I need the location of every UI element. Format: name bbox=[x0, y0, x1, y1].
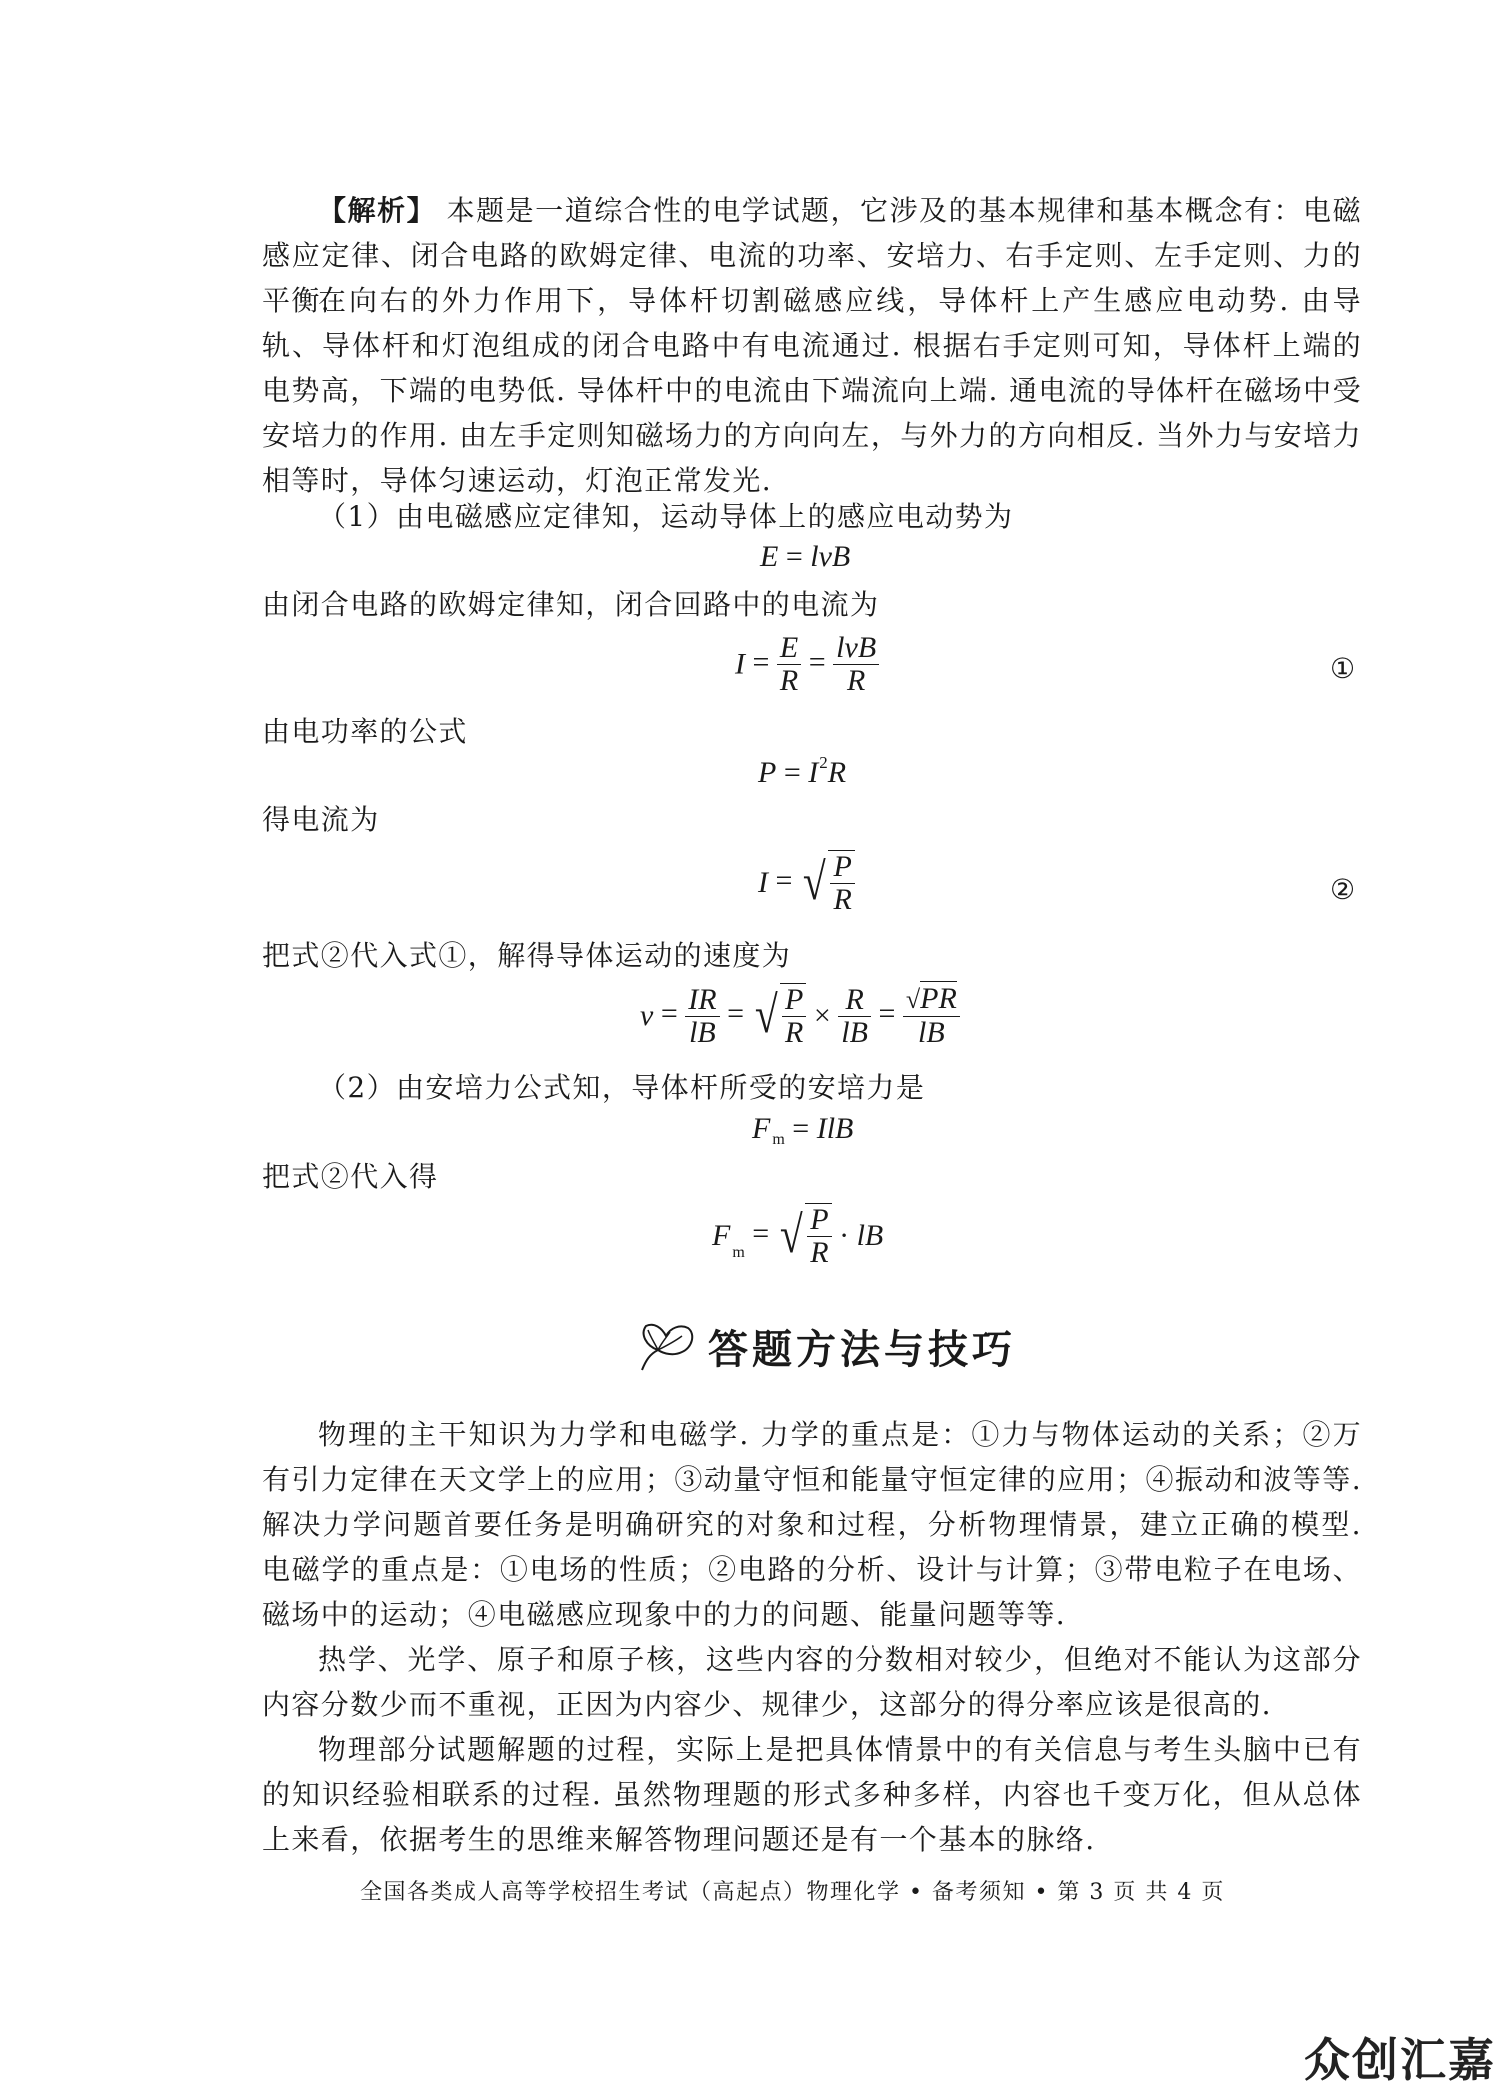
equation-ampere-force-sqrt: $F_m$ = √ $\frac{P}{R}$ · lB bbox=[712, 1203, 884, 1269]
section-paragraph-2: 热学、光学、原子和原子核，这些内容的分数相对较少，但绝对不能认为这部分内容分数少而不重视，正因为内容少、规律少，这部分的得分率应该是很高的. bbox=[262, 1643, 1362, 1721]
analysis-label: 【解析】 bbox=[318, 194, 437, 227]
section-paragraph-3: 物理部分试题解题的过程，实际上是把具体情景中的有关信息与考生头脑中已有的知识经验相联系的过程. 虽然物理题的形式多种多样，内容也千变万化，但从总体上来看，依据考生的思维来解答物理问题还是有一个基本的脉络. bbox=[262, 1733, 1362, 1856]
equation-marker-1: ① bbox=[1330, 652, 1356, 685]
page-footer: 全国各类成人高等学校招生考试（高起点）物理化学 • 备考须知 • 第 3 页 共 4 页 bbox=[360, 1880, 1225, 1905]
step-5-text: 把式②代入式①，解得导体运动的速度为 bbox=[262, 939, 792, 972]
step-3-text: 由电功率的公式 bbox=[262, 715, 468, 748]
watermark-logo: 众创汇嘉 bbox=[1304, 2033, 1496, 2087]
equation-current: I = $\frac{E}{R}$ = $\frac{\text{lvB}}{R}$ bbox=[735, 632, 879, 697]
step-2-text: 由闭合电路的欧姆定律知，闭合回路中的电流为 bbox=[262, 588, 880, 621]
equation-power: $P = I^2R$ bbox=[758, 753, 847, 789]
equation-current-sqrt: I = √ $\frac{P}{R}$ bbox=[758, 850, 855, 916]
analysis-paragraph-2: 在向右的外力作用下，导体杆切割磁感应线，导体杆上产生感应电动势. 由导轨、导体杆和灯泡组成的闭合电路中有电流通过. 根据右手定则可知，导体杆上端的电势高，下端的电势低. 导体杆中的电流由下端流向上端. 通电流的导体杆在磁场中受安培力的作用. 由左手定则知磁场力的方向向左，与外力的方向相反. 当外力与安培力相等时，导体匀速运动，灯泡正常发光. bbox=[262, 284, 1362, 497]
analysis-p1-text: 本题是一道综合性的电学试题，它涉及的基本规律和基本概念有：电磁感应定律、闭合电路的欧姆定律、电流的功率、安培力、右手定则、左手定则、力的平衡. bbox=[262, 194, 1362, 317]
step-7-text: 把式②代入得 bbox=[262, 1160, 439, 1193]
step-6-text: （2）由安培力公式知，导体杆所受的安培力是 bbox=[318, 1071, 926, 1104]
section-heading bbox=[636, 1318, 1016, 1375]
equation-marker-2: ② bbox=[1330, 873, 1356, 906]
section-title: 答题方法与技巧 bbox=[708, 1327, 1016, 1373]
section-paragraph-1: 物理的主干知识为力学和电磁学. 力学的重点是：①力与物体运动的关系；②万有引力定律在天文学上的应用；③动量守恒和能量守恒定律的应用；④振动和波等等. 解决力学问题首要任务是明确研究的对象和过程，分析物理情景，建立正确的模型. 电磁学的重点是：①电场的性质；②电路的分析、设计与计算；③带电粒子在电场、磁场中的运动；④电磁感应现象中的力的问题、能量问题等等. bbox=[262, 1418, 1362, 1631]
step-4-text: 得电流为 bbox=[262, 803, 380, 836]
equation-velocity: v = $\frac{IR}{lB}$ = √ $\frac{P}{R}$ × $\frac{R}{lB}$ = $\frac{√PR}{lB}$ bbox=[640, 983, 960, 1049]
equation-ampere-force: F $_m$ = IlB bbox=[752, 1112, 854, 1148]
equation-emf: E = lvB bbox=[760, 540, 851, 573]
ginkgo-leaf-icon bbox=[636, 1320, 698, 1374]
step-1-text: （1）由电磁感应定律知，运动导体上的感应电动势为 bbox=[318, 500, 1014, 533]
